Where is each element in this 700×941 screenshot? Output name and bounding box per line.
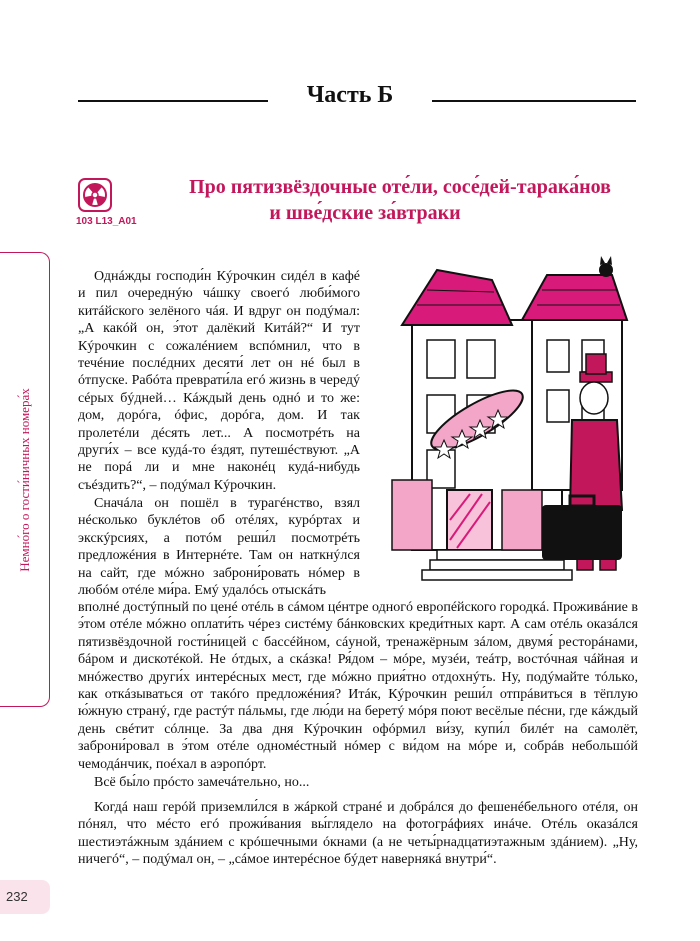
header-rule-left xyxy=(78,100,268,102)
paragraph-2-continued: вполнé достýпный по ценé отéль в сáмом цéнтре одногó европéйского городкá. Проживáние в э́том отéле мóжно оплати́ть чéрез систéму бáнковских креди́тных карт. А сам отéль оказáлся пятизвёздочной гости́ницей с бассéйном, сáуной, тренажёрным зáлом, двумя́ ресторáнами, бáром и дискотéкой. Не óтдых, а скáзка! Ря́дом – мóре, музéи, теáтр, востóчная чáйная и мнóжество други́х интерéсных мест, где мóжно прия́тно отдохнýть. Ну, подýмайте тóлько, как откáзываться от такóго предложéния? Итáк, Кýрочкин реши́л отпрáвиться в тёплую ю́жную странý, где растýт пáльмы, где лю́ди на беретý мóря поют весёлые пéсни, где кáждый день свéтит сóлнце. За два дня Кýрочкин офóрмил ви́зу, купи́л билéт на самолёт, заброни́ровал в э́том отéле одномéстный нóмер с ви́дом на мóре и, собрáв небольшóй чемодáнчик, поéхал в аэропóрт. xyxy=(78,600,638,772)
paragraph-4: Когдá наш герóй приземли́лся в жáркой странé и добрáлся до фешенéбельного отéля, он пóнял, что мéсто егó прожи́вания вы́глядело на фотогрáфиях инáче. Отéль оказáлся шестиэтáжным здáнием с крóшечными óкнами (а не четы́рнадцатиэтажным здáнием). „Ну, ничегó“, – подýмал он, – „сáмое интерéсное бýдет навернякá внутри́“. xyxy=(78,800,638,868)
paragraph-1: Однáжды господи́н Кýрочкин сидéл в кафé и пил очереднýю чáшку своегó люби́мого китáйского зелёного чáя. И вдруг он подýмал: „А какóй он, э́тот далёкий Китáй?“ И тут Кýрочкин с сожалéнием вспóмнил, что в течéние послéдних десяти́ лет он нé был в óтпуске. Рабóта преврати́ла егó жизнь в чередý сéрых бýдней… Кáждый день однó и то же: дом, дорóга, óфис, дорóга, дом. И так пролетéли дéсять лет... А посмотрéть на други́х – все кудá-то éздят, путешéствуют. „А не порá ли и мне наконéц кудá-нибудь съéздить?“, – подýмал Кýрочкин. xyxy=(78,269,360,493)
audio-cd-icon[interactable] xyxy=(78,178,112,212)
hotel-illustration xyxy=(382,250,654,590)
page-number: 232 xyxy=(6,889,28,904)
paragraph-3: Всё бы́ло прóсто замечáтельно, но... xyxy=(94,775,310,790)
lesson-title xyxy=(160,174,640,226)
page-number-tab xyxy=(0,880,50,914)
chapter-side-label: Немно́го о гости́ничных номера́х xyxy=(16,387,32,572)
paragraph-2-start: Сначáла он пошёл в турагéнство, взял нéсколько буклéтов об отéлях, курóртах и экскýрсиях, а потóм реши́л посмотрéть предложéния в Интернéте. Там он наткнýлся на сайт, где мóжно заброни́ровать нóмер в любóм отéле ми́ра. Емý удалóсь отыскáть xyxy=(78,496,360,599)
header-rule-right xyxy=(432,100,636,102)
lesson-title-line-2: и шве́дские за́втраки xyxy=(269,202,461,224)
part-title: Часть Б xyxy=(306,82,394,108)
audio-track-code: 103 L13_A01 xyxy=(76,216,137,227)
part-header xyxy=(0,78,700,118)
lesson-title-line-1: Про пятизвёздочные оте́ли, сосе́дей-тарака́нов xyxy=(189,176,611,198)
chapter-side-tab xyxy=(0,252,50,707)
